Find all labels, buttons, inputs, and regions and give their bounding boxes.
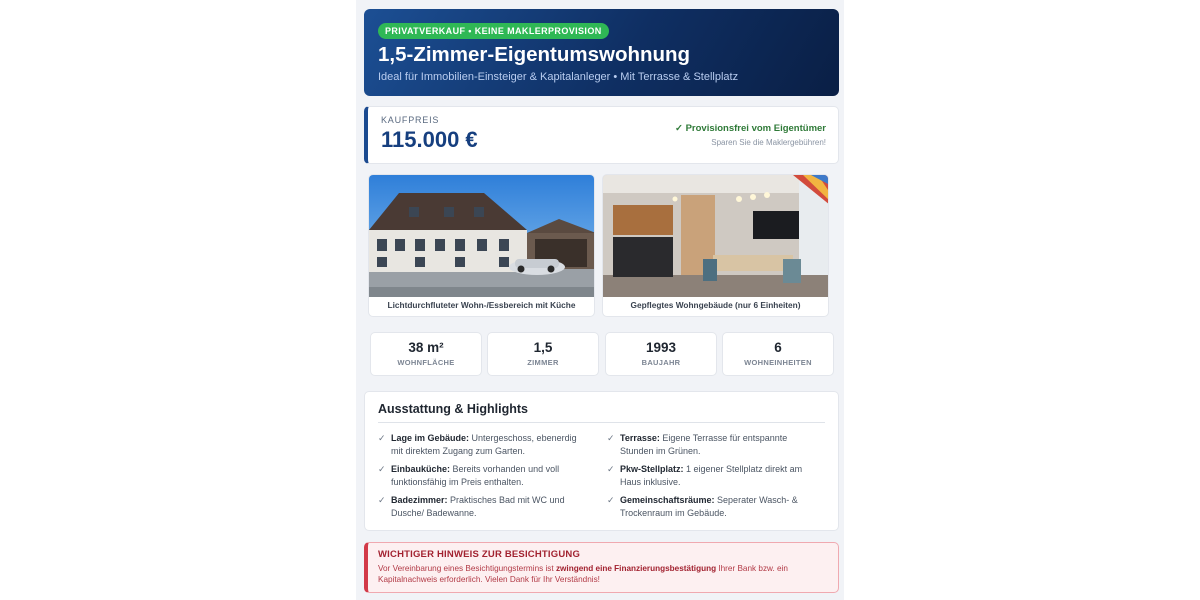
commission-note: [675, 123, 826, 147]
feature-text: Untergeschoss, ebenerdig mit direktem Zugang zum Garten.: [391, 433, 577, 456]
stat-living-area: [370, 332, 482, 376]
feature-text: Eigene Terrasse für entspannte Stunden im Grünen.: [620, 433, 788, 456]
feature-text: Praktisches Bad mit WC und Dusche/ Badewanne.: [391, 495, 565, 518]
interior-kitchen-photo[interactable]: [603, 175, 828, 297]
listing-page: [356, 0, 844, 600]
hero-banner: [364, 9, 839, 96]
feature-text: Seperater Wasch- & Trockenraum im Gebäude.: [620, 495, 798, 518]
stat-label: BAUJAHR: [641, 358, 681, 367]
feature-label: Einbauküche:: [391, 464, 451, 474]
notice-text-start: Vor Vereinbarung eines Besichtigungstermins ist: [378, 564, 556, 573]
checkmark-icon: ✓: [378, 433, 386, 443]
checkmark-icon: ✓: [607, 495, 615, 505]
feature-item: [607, 494, 819, 519]
stat-label: WOHNEINHEITEN: [744, 358, 812, 367]
stat-value: 6: [774, 340, 782, 355]
checkmark-icon: ✓: [607, 433, 615, 443]
price-label: KAUFPREIS: [381, 115, 440, 125]
stat-year-built: [605, 332, 717, 376]
feature-label: Pkw-Stellplatz:: [620, 464, 684, 474]
stat-units: [722, 332, 834, 376]
listing-title: 1,5-Zimmer-Eigentumswohnung: [378, 43, 691, 66]
feature-label: Terrasse:: [620, 433, 660, 443]
notice-text-end: Ihrer Bank bzw. ein Kapitalnachweis erforderlich. Vielen Dank für Ihr Verständnis!: [378, 564, 788, 584]
notice-text-emphasis: zwingend eine Finanzierungsbestätigung: [555, 564, 717, 573]
feature-text: 1 eigener Stellplatz direkt am Haus inklusive.: [620, 464, 803, 487]
viewing-notice: [364, 542, 839, 593]
commission-savings-text: Sparen Sie die Maklergebühren!: [711, 138, 826, 147]
features-heading: Ausstattung & Highlights: [378, 402, 825, 423]
stat-value: 1993: [645, 340, 677, 355]
photo-caption-1: Lichtdurchfluteter Wohn-/Essbereich mit Küche: [387, 300, 576, 310]
feature-item: [378, 432, 590, 457]
notice-title: WICHTIGER HINWEIS ZUR BESICHTIGUNG: [378, 549, 581, 560]
feature-item: [607, 432, 819, 457]
feature-label: Gemeinschaftsräume:: [620, 495, 715, 505]
notice-text: [378, 563, 828, 585]
price-card: [364, 106, 839, 164]
building-exterior-photo[interactable]: [369, 175, 594, 297]
feature-item: [378, 494, 590, 519]
feature-item: [378, 463, 590, 488]
feature-item: [607, 463, 819, 488]
photo-caption-2: Gepflegtes Wohngebäude (nur 6 Einheiten): [630, 300, 801, 310]
stat-value: 38 m²: [408, 340, 444, 355]
stat-rooms: [487, 332, 599, 376]
checkmark-icon: ✓: [378, 495, 386, 505]
feature-label: Lage im Gebäude:: [391, 433, 470, 443]
stat-label: WOHNFLÄCHE: [397, 358, 455, 367]
checkmark-icon: ✓: [378, 464, 386, 474]
private-sale-badge: PRIVATVERKAUF • KEINE MAKLERPROVISION: [378, 23, 609, 39]
commission-free-text: ✓ Provisionsfrei vom Eigentümer: [674, 123, 826, 134]
feature-label: Badezimmer:: [391, 495, 448, 505]
stat-label: ZIMMER: [527, 358, 559, 367]
feature-text: Bereits vorhanden und voll funktionsfähig im Preis enthalten.: [391, 464, 560, 487]
photo-card-1[interactable]: [368, 174, 595, 317]
features-section: [364, 391, 839, 531]
price-value: 115.000 €: [381, 127, 478, 152]
stat-value: 1,5: [533, 340, 553, 355]
listing-subtitle: Ideal für Immobilien-Einsteiger & Kapitalanleger • Mit Terrasse & Stellplatz: [378, 71, 739, 83]
checkmark-icon: ✓: [607, 464, 615, 474]
photo-card-2[interactable]: [602, 174, 829, 317]
